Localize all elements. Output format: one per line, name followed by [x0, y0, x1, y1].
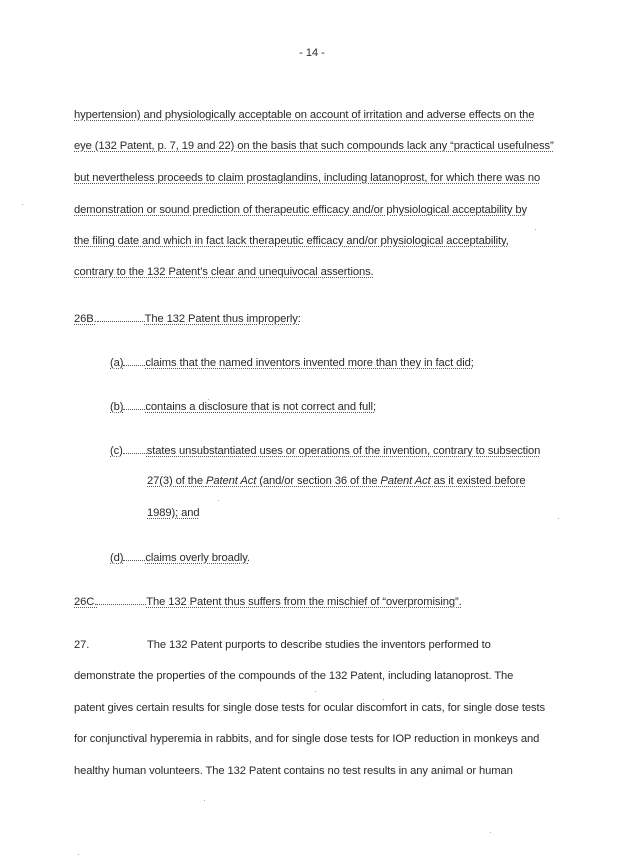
list-item: [110, 355, 474, 370]
list-item: [110, 399, 376, 414]
scan-speck: [558, 518, 559, 519]
list-item-continuation: [147, 474, 526, 488]
text-line: for conjunctival hyperemia in rabbits, and for single dose tests for IOP reduction in monkeys and: [74, 733, 540, 745]
text-line: contrary to the 132 Patent’s clear and unequivocal assertions.: [74, 266, 374, 278]
list-item-continuation: 1989); and: [147, 507, 200, 519]
scan-speck: [78, 854, 79, 855]
text-line: the filing date and which in fact lack therapeutic efficacy and/or physiological acceptability,: [74, 235, 509, 247]
text-line: patent gives certain results for single dose tests for ocular discomfort in cats, for single dose tests: [74, 702, 545, 714]
text-line: demonstrate the properties of the compounds of the 132 Patent, including latanoprost. The: [74, 670, 514, 682]
page-number: - 14 -: [299, 47, 325, 59]
item-text: states unsubstantiated uses or operations of the invention, contrary to subsection: [146, 445, 541, 457]
paragraph-text: The 132 Patent purports to describe studies the inventors performed to: [147, 639, 491, 651]
list-item: [110, 550, 250, 565]
italic-act-name: Patent Act: [206, 475, 257, 487]
item-label: (b): [110, 401, 124, 413]
scan-speck: [218, 500, 219, 501]
scan-speck: [315, 691, 316, 692]
text-span: (and/or section 36 of the: [256, 475, 381, 487]
list-item: [110, 443, 540, 458]
paragraph-number: 26C.: [74, 596, 98, 608]
italic-act-name: Patent Act: [380, 475, 431, 487]
scan-speck: [535, 229, 536, 230]
item-label: (c): [110, 445, 123, 457]
tab-leader: [123, 443, 147, 454]
paragraph-number: 26B.: [74, 313, 97, 325]
item-text: contains a disclosure that is not correct and full;: [145, 401, 376, 413]
text-line: hypertension) and physiologically acceptable on account of irritation and adverse effects on the: [74, 109, 535, 121]
tab-leader: [123, 355, 145, 366]
scan-speck: [490, 832, 491, 833]
scan-speck: [383, 699, 384, 700]
item-label: (d): [110, 552, 124, 564]
text-line: healthy human volunteers. The 132 Patent contains no test results in any animal or human: [74, 765, 513, 777]
paragraph-text: The 132 Patent thus suffers from the mischief of “overpromising”.: [146, 596, 462, 608]
text-line: demonstration or sound prediction of therapeutic efficacy and/or physiological acceptability by: [74, 204, 527, 216]
text-line: but nevertheless proceeds to claim prostaglandins, including latanoprost, for which there was no: [74, 172, 541, 184]
scan-speck: [208, 399, 209, 400]
paragraph-number: 27.: [74, 639, 90, 651]
paragraph-text: The 132 Patent thus improperly:: [144, 313, 301, 325]
text-span: as it existed before: [430, 475, 526, 487]
tab-leader: [123, 399, 145, 410]
item-label: (a): [110, 357, 124, 369]
tab-leader: [123, 550, 145, 561]
text-span: 27(3) of the: [147, 475, 207, 487]
tab-leader: [97, 311, 145, 322]
tab-leader: [97, 594, 146, 605]
text-line: eye (132 Patent, p. 7, 19 and 22) on the basis that such compounds lack any “practical usefulness”: [74, 140, 554, 152]
scan-speck: [22, 204, 23, 205]
scan-speck: [204, 800, 205, 801]
item-text: claims overly broadly.: [145, 552, 250, 564]
item-text: claims that the named inventors invented more than they in fact did;: [145, 357, 474, 369]
